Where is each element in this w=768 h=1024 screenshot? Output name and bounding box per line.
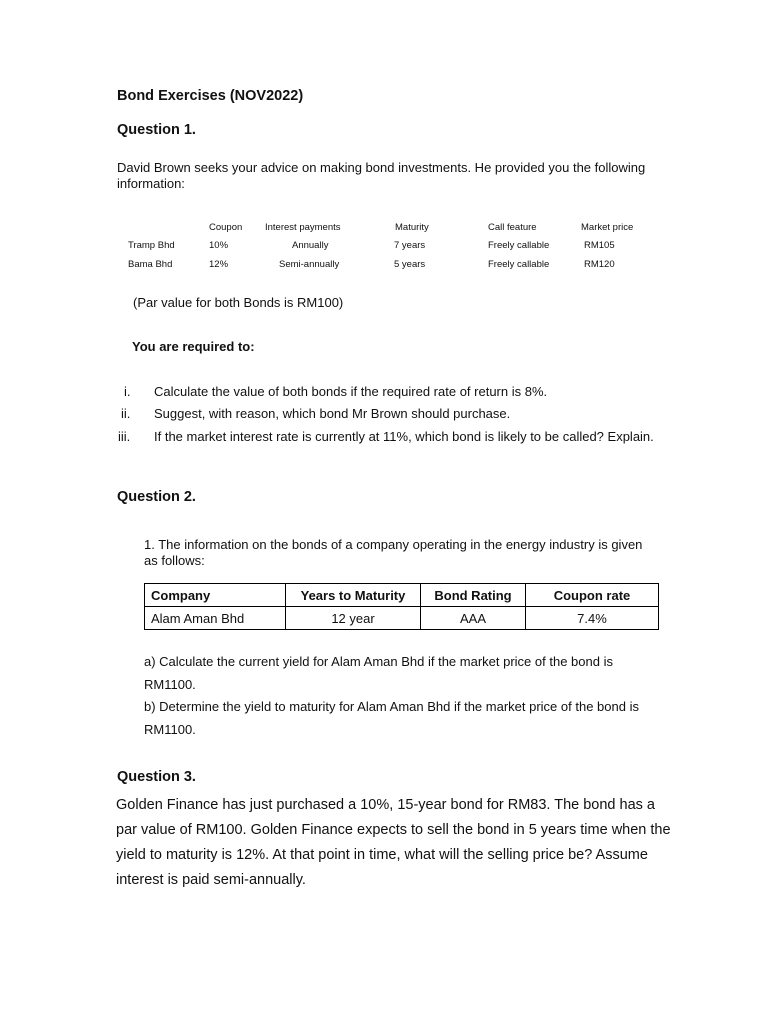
q3-text: Golden Finance has just purchased a 10%, 15-year bond for RM83. The bond has a par value of RM100. Golden Finance expects to sell the bond in 5 years time when the yield to maturity is 12%. At that point in time, what will the selling price be? Assume interest is paid semi-annually.: [116, 797, 671, 888]
q1-header-interest: Interest payments: [265, 222, 341, 233]
document-title: Bond Exercises (NOV2022): [117, 88, 304, 104]
q1-row-maturity: 7 years: [394, 240, 426, 251]
q1-row-maturity: 5 years: [394, 259, 426, 270]
q2-part-b: b) Determine the yield to maturity for Alam Aman Bhd if the market price of the bond is RM1100.: [144, 699, 639, 737]
table-row: [145, 607, 659, 630]
q2-part-a: a) Calculate the current yield for Alam Aman Bhd if the market price of the bond is RM1100.: [144, 654, 613, 692]
q2-bond-table: [144, 583, 659, 630]
list-item-number: iii.: [118, 429, 131, 444]
table-cell: Alam Aman Bhd: [145, 607, 286, 630]
q1-header-coupon: Coupon: [209, 222, 243, 233]
q2-intro: 1. The information on the bonds of a company operating in the energy industry is given as follows:: [144, 537, 643, 568]
q3-heading: Question 3.: [117, 769, 196, 785]
q1-row-call: Freely callable: [488, 259, 550, 270]
list-item-text: Suggest, with reason, which bond Mr Brown should purchase.: [154, 406, 511, 421]
table-cell: 12 year: [286, 607, 421, 630]
q1-par-note: (Par value for both Bonds is RM100): [133, 295, 344, 310]
q1-row-price: RM105: [584, 240, 615, 251]
list-item-text: Calculate the value of both bonds if the required rate of return is 8%.: [154, 384, 548, 399]
q2-heading: Question 2.: [117, 489, 196, 505]
table-header: Coupon rate: [526, 584, 659, 607]
q1-row-name: Bama Bhd: [128, 259, 173, 270]
list-item-number: i.: [124, 384, 131, 399]
q1-row-coupon: 10%: [209, 240, 229, 251]
q1-row-call: Freely callable: [488, 240, 550, 251]
table-header: Years to Maturity: [286, 584, 421, 607]
table-header-row: [145, 584, 659, 607]
q1-row-price: RM120: [584, 259, 615, 270]
table-cell: AAA: [421, 607, 526, 630]
q1-row-name: Tramp Bhd: [128, 240, 175, 251]
table-header: Bond Rating: [421, 584, 526, 607]
q1-intro: David Brown seeks your advice on making bond investments. He provided you the following information:: [117, 160, 646, 191]
table-header: Company: [145, 584, 286, 607]
q1-row-coupon: 12%: [209, 259, 229, 270]
q1-required-label: You are required to:: [132, 339, 255, 354]
q1-row-interest: Annually: [292, 240, 329, 251]
q1-header-call: Call feature: [488, 222, 537, 233]
q1-heading: Question 1.: [117, 122, 196, 138]
q1-row-interest: Semi-annually: [279, 259, 340, 270]
list-item-text: If the market interest rate is currently at 11%, which bond is likely to be called? Explain.: [154, 429, 654, 444]
q1-header-maturity: Maturity: [395, 222, 429, 233]
table-cell: 7.4%: [526, 607, 659, 630]
list-item-number: ii.: [121, 406, 131, 421]
q1-header-price: Market price: [581, 222, 634, 233]
